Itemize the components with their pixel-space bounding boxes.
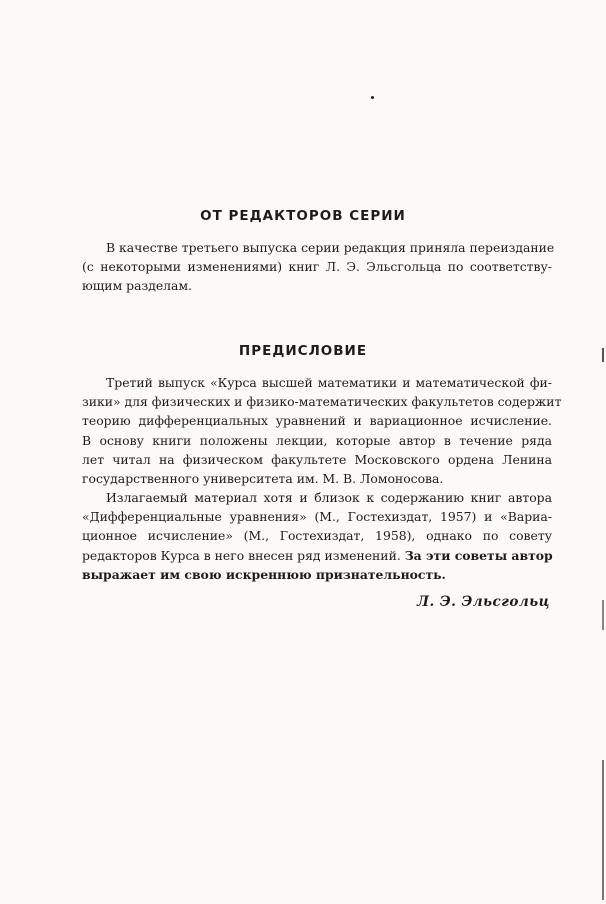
editors-note-text bbox=[82, 238, 555, 296]
scan-edge-mark bbox=[602, 760, 604, 900]
print-speck bbox=[371, 96, 374, 99]
scan-edge-mark bbox=[602, 600, 604, 630]
text-line: зики» для физических и физико-математических факультетов содержит bbox=[82, 394, 562, 410]
text-line: ционное исчисление» (М., Гостехиздат, 1958), однако по совету bbox=[82, 528, 552, 544]
text-line: В качестве третьего выпуска серии редакция приняла переиздание bbox=[106, 240, 555, 255]
bold-text-segment: выражает им свою искреннюю признательность. bbox=[82, 566, 446, 582]
text-line: теорию дифференциальных уравнений и вариационное исчисление. bbox=[82, 413, 552, 429]
author-signature: Л. Э. Эльсгольц bbox=[417, 594, 550, 610]
text-line: ющим разделам. bbox=[82, 278, 193, 294]
text-line: «Дифференциальные уравнения» (М., Гостехиздат, 1957) и «Вариа- bbox=[82, 509, 552, 525]
text-line: Третий выпуск «Курса высшей математики и математической фи- bbox=[106, 375, 552, 390]
bold-text-segment: За эти советы автор bbox=[404, 547, 553, 563]
text-line: Излагаемый материал хотя и близок к содержанию книг автора bbox=[106, 490, 552, 505]
preface-paragraph-1 bbox=[82, 373, 562, 488]
text-line bbox=[82, 546, 552, 565]
editors-note-heading: ОТ РЕДАКТОРОВ СЕРИИ bbox=[200, 208, 406, 224]
text-segment: редакторов Курса в него внесен ряд изменений. bbox=[82, 547, 401, 563]
preface-heading: ПРЕДИСЛОВИЕ bbox=[238, 343, 368, 359]
text-line: лет читал на физическом факультете Московского ордена Ленина bbox=[82, 451, 552, 467]
text-line: (с некоторыми изменениями) книг Л. Э. Эльсгольца по соответству- bbox=[82, 259, 552, 275]
text-line bbox=[82, 565, 552, 584]
preface-paragraph-2 bbox=[82, 488, 552, 584]
text-line: государственного университета им. М. В. Ломоносова. bbox=[82, 471, 444, 487]
text-line: В основу книги положены лекции, которые автор в течение ряда bbox=[82, 432, 552, 448]
